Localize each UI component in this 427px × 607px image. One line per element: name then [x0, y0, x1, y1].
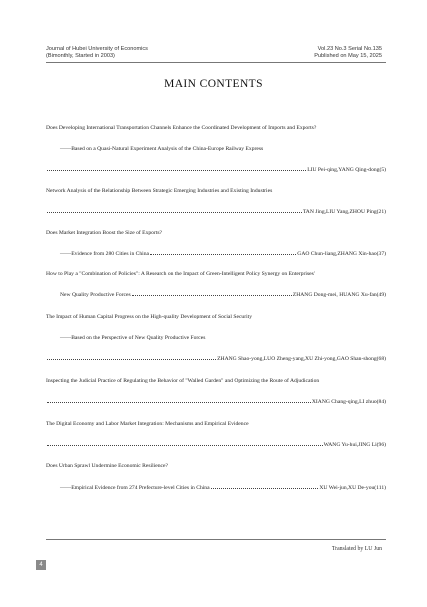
dot-leader: [47, 359, 216, 360]
toc-entry-title[interactable]: Does Developing International Transportation Channels Enhance the Coordinated Development of Imports and Exports?: [46, 125, 317, 131]
dot-leader: [47, 402, 311, 403]
toc-entry-leader: [46, 484, 386, 492]
toc-entry-leader: [46, 208, 386, 216]
dot-leader: [132, 295, 292, 296]
dot-leader: [47, 445, 323, 446]
toc-entry-leader: [46, 355, 386, 363]
toc-entry-leader: [46, 398, 386, 406]
footer-rule: [46, 539, 386, 540]
toc-entry-authors: ZHANG Shao-yong,LUO Zheng-yang,XU Zhi-yong,GAO Shan-shong(68): [217, 356, 386, 362]
volume-info: Vol.23 No.3 Serial No.135: [317, 46, 382, 52]
toc-entry-leader: [46, 441, 386, 449]
toc-entry-authors: WANG Yu-hui,JING Li(96): [323, 442, 386, 448]
toc-entry-subtitle: New Quality Productive Forces: [60, 292, 131, 298]
toc-entry-subtitle: ——Evidence from 280 Cities in China: [60, 251, 150, 257]
toc-entry-title[interactable]: The Impact of Human Capital Progress on the High-quality Development of Social Security: [46, 314, 252, 320]
toc-entry-authors: XIANG Chang-qing,LI zhuo(84): [311, 399, 386, 405]
page-number: 4: [36, 560, 46, 570]
toc-entry-leader: [46, 166, 386, 174]
toc-entry-title[interactable]: How to Play a "Combination of Policies": A Research on the Impact of Green-Intelligent Policy Synergy on Enterprises': [46, 271, 315, 277]
page-title: MAIN CONTENTS: [164, 78, 263, 90]
translator-credit: Translated by LU Jun: [331, 546, 382, 552]
toc-entry-subtitle: ——Empirical Evidence from 274 Prefecture-level Cities in China: [60, 485, 210, 491]
journal-name: Journal of Hubei University of Economics: [46, 46, 148, 52]
toc-entry-subtitle: ——Based on a Quasi-Natural Experiment Analysis of the China-Europe Railway Express: [60, 146, 264, 152]
toc-entry-title[interactable]: The Digital Economy and Labor Market Integration: Mechanisms and Empirical Evidence: [46, 421, 249, 427]
toc-entry-authors: ZHANG Dong-mei, HUANG Xu-fan(49): [292, 292, 386, 298]
toc-entry-leader: [46, 291, 386, 299]
header-rule: [46, 62, 386, 63]
dot-leader: [47, 170, 306, 171]
toc-entry-title[interactable]: Does Market Integration Boost the Size of Exports?: [46, 230, 163, 236]
dot-leader: [150, 254, 296, 255]
toc-entry-authors: TAN Jing,LIU Yang,ZHOU Ping(21): [302, 209, 386, 215]
dot-leader: [47, 212, 302, 213]
publication-date: Published on May 15, 2025: [314, 53, 382, 59]
dot-leader: [211, 488, 319, 489]
toc-entry-authors: XU Wei-jun,XU De-you(111): [319, 485, 386, 491]
toc-entry-authors: GAO Chun-liang,ZHANG Xin-hao(37): [297, 251, 386, 257]
toc-entry-authors: LIU Pei-qing,YANG Qing-dong(5): [307, 167, 386, 173]
toc-entry-title[interactable]: Does Urban Sprawl Undermine Economic Resilience?: [46, 463, 168, 469]
toc-entry-leader: [46, 250, 386, 258]
toc-entry-title[interactable]: Network Analysis of the Relationship Between Strategic Emerging Industries and Existing Industries: [46, 188, 273, 194]
journal-frequency: (Bimonthly, Started in 2003): [46, 53, 115, 59]
toc-entry-subtitle: ——Based on the Perspective of New Quality Productive Forces: [60, 335, 206, 341]
toc-entry-title[interactable]: Inspecting the Judicial Practice of Regulating the Behavior of "Walled Garden" and Optimizing the Route of Adjudication: [46, 378, 320, 384]
